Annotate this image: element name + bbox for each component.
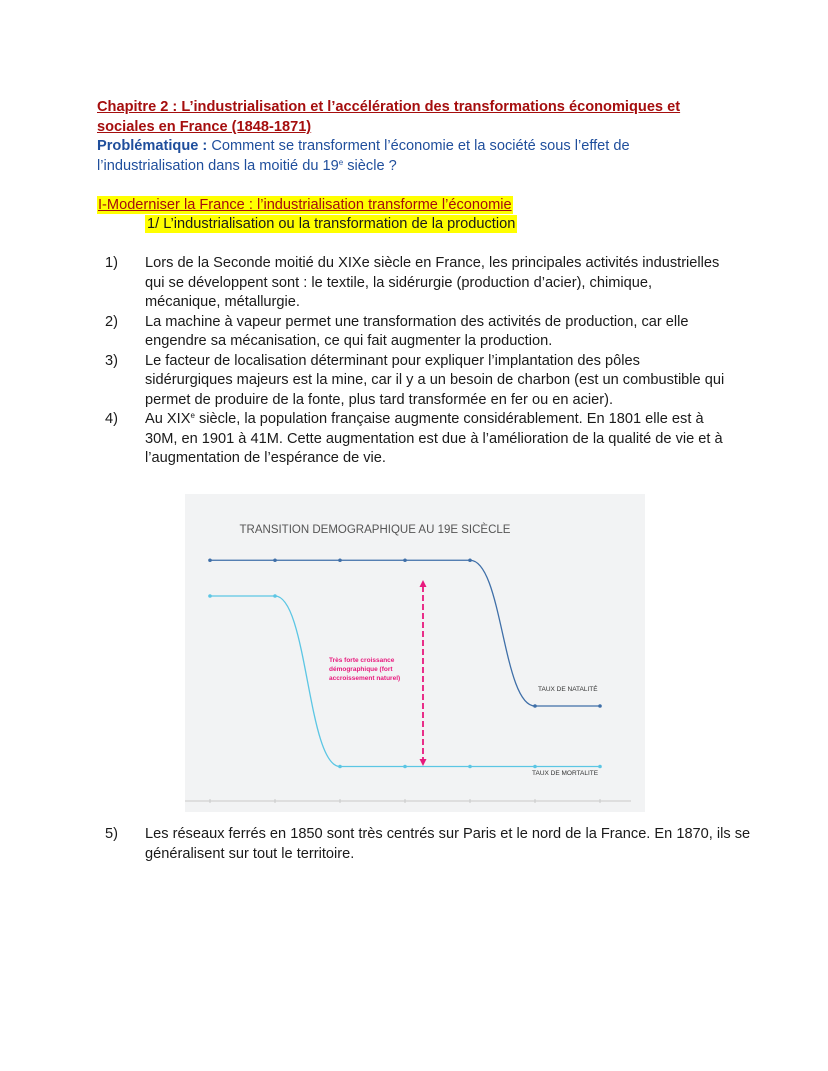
answer-number: 4): [105, 411, 118, 427]
growth-annotation: [329, 657, 400, 682]
answer-item: [105, 410, 730, 469]
natalite-label: TAUX DE NATALITÉ: [538, 686, 598, 693]
answer-list: [105, 254, 730, 469]
growth-arrow-head-top: [420, 580, 427, 587]
data-point: [338, 765, 342, 769]
growth-arrow: [420, 580, 427, 766]
data-point: [598, 765, 602, 769]
answer-number: 3): [105, 352, 118, 369]
problematique: [97, 136, 717, 176]
answer-text-a: Au XIX: [145, 411, 191, 427]
answer-item-5: [105, 825, 775, 864]
section-title: I-Moderniser la France : l’industrialisation transforme l’économie: [98, 197, 512, 213]
answer-text: Lors de la Seconde moitié du XIXe siècle en France, les principales activités industrielles qui se développent sont : le textile, la sidérurgie (production d’acier), chimique, mécanique, métallurgie.: [145, 255, 720, 310]
data-point: [208, 594, 212, 598]
subsection-title: 1/ L’industrialisation ou la transformation de la production: [147, 216, 516, 232]
answer-text-b: siècle, la population française augmente considérablement. En 1801 elle est à 30M, en 1901 à 41M. Cette augmentation est due à l’amélioration de la qualité de vie et à l’augmentation de l’espérance de vie.: [145, 411, 723, 466]
natalite-line: [210, 560, 600, 706]
answer-text: Le facteur de localisation déterminant pour expliquer l’implantation des pôles sidérurgiques majeurs est la mine, car il y a un besoin de charbon (est un combustible qui permet de produire de la fonte, plus tard transformée en fer ou en acier).: [145, 352, 725, 408]
answer-item: [105, 254, 730, 313]
chapter-title: Chapitre 2 : L’industrialisation et l’accélération des transformations économiques et sociales en France (1848-1871): [97, 99, 681, 135]
demographic-transition-chart: [185, 494, 645, 812]
answer-sup: e: [190, 411, 195, 420]
problematique-end: siècle ?: [343, 158, 397, 174]
growth-annotation-line: démographique (fort: [329, 666, 393, 673]
problematique-sup: e: [338, 158, 344, 167]
answer-text: La machine à vapeur permet une transformation des activités de production, car elle engendre sa mécanisation, ce qui fait augmenter la production.: [145, 313, 689, 349]
chart-svg: [185, 494, 645, 812]
data-point: [273, 594, 277, 598]
mortalite-line: [210, 596, 600, 767]
data-point: [273, 558, 277, 562]
data-point: [403, 558, 407, 562]
mortalite-label: TAUX DE MORTALITE: [532, 770, 599, 777]
problematique-text: Comment se transforment l’économie et la société sous l’effet de l’industrialisation dans la moitié du 19: [97, 138, 630, 174]
growth-arrow-head-bottom: [420, 759, 427, 766]
answer-number: 5): [105, 826, 118, 842]
answer-text: Les réseaux ferrés en 1850 sont très centrés sur Paris et le nord de la France. En 1870, ils se généralisent sur tout le territoire.: [145, 826, 751, 862]
data-point: [468, 765, 472, 769]
data-point: [208, 558, 212, 562]
data-point: [598, 704, 602, 708]
data-point: [533, 765, 537, 769]
data-point: [468, 558, 472, 562]
data-point: [338, 558, 342, 562]
problematique-label: Problématique :: [97, 138, 208, 154]
data-point: [533, 704, 537, 708]
answer-item: [105, 313, 730, 352]
answer-number: 1): [105, 255, 118, 271]
answer-item: [105, 352, 730, 411]
data-point: [403, 765, 407, 769]
growth-annotation-line: accroissement naturel): [329, 675, 401, 682]
growth-annotation-line: Très forte croissance: [329, 657, 395, 664]
answer-number: 2): [105, 313, 118, 330]
chart-title: TRANSITION DEMOGRAPHIQUE AU 19E SICÈCLE: [239, 524, 511, 536]
mortalite-points: [208, 594, 602, 768]
